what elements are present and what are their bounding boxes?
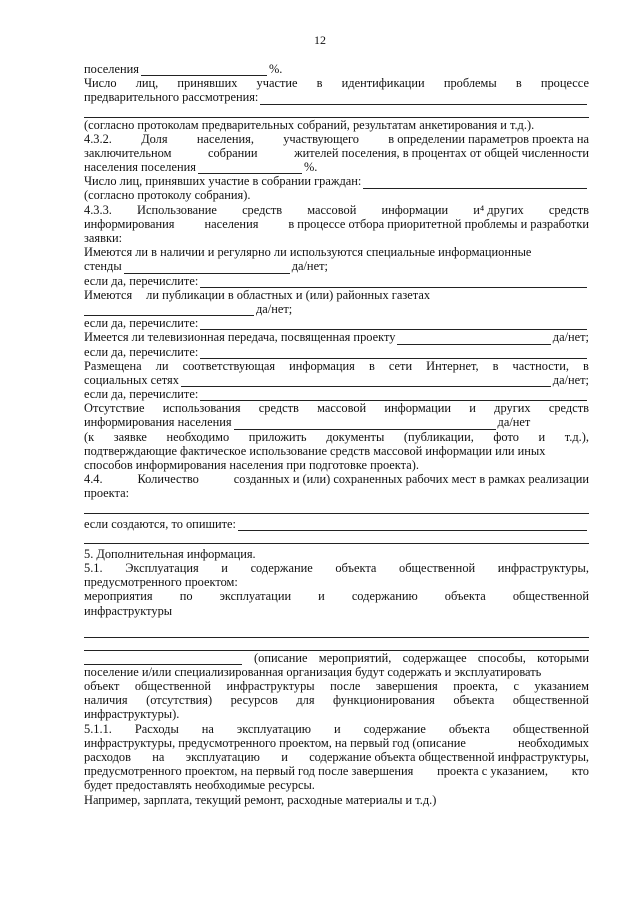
word: в [316, 76, 323, 91]
text: содержание объекта общественной инфраструктуры, [309, 750, 589, 765]
line-confirming [84, 444, 589, 458]
line-5-1 [84, 561, 589, 575]
text: Число лиц, принявших участие в собрании граждан: [84, 174, 362, 189]
word: Отсутствие [84, 401, 145, 416]
word: (описание [254, 650, 308, 665]
word: жителей поселения, в процентах от общей численности [294, 145, 589, 160]
line-publications-answer [84, 302, 589, 316]
word: участвующего [283, 131, 359, 146]
word: средств [242, 202, 283, 217]
text: да/нет; [552, 330, 589, 345]
word: Размещена [84, 358, 142, 373]
word: Количество [137, 472, 199, 487]
word: в [583, 358, 589, 373]
word: принявших [177, 76, 238, 91]
text: (согласно протоколу собрания). [84, 188, 251, 203]
text: стенды [84, 259, 122, 274]
word: приложить [248, 429, 307, 444]
word: Число [84, 76, 117, 91]
word: объекта [444, 589, 486, 604]
line-provide [84, 778, 589, 792]
line-absence [84, 401, 589, 415]
word: (к [84, 429, 95, 444]
text: проекта: [84, 486, 130, 501]
word: заявке [113, 429, 147, 444]
word: функционирования [333, 693, 435, 708]
line-list-internet [84, 387, 589, 401]
word: частности, [512, 358, 569, 373]
word: Эксплуатация [125, 560, 199, 575]
word: в [492, 358, 499, 373]
text: инфраструктуры [84, 603, 173, 618]
blank-field[interactable] [238, 519, 587, 531]
word: средств [258, 401, 299, 416]
blank-field[interactable] [124, 262, 290, 274]
word: в определении параметров проекта на [388, 131, 589, 146]
line-population-percent [84, 160, 589, 174]
line-activities [84, 589, 589, 603]
section-number: 4.3.3. [84, 202, 112, 217]
text: проекта с указанием, [437, 764, 548, 779]
line-example [84, 793, 589, 807]
line-informing-answer [84, 416, 589, 430]
line-publications [84, 288, 589, 302]
word: проекта, [453, 679, 498, 694]
word: необходимых [517, 735, 589, 750]
word: т.д.), [564, 429, 589, 444]
word: общественной [512, 589, 589, 604]
line-object [84, 679, 589, 693]
word: и⁴ других [473, 202, 524, 217]
text: населения поселения [84, 160, 196, 175]
word: сети [388, 358, 413, 373]
text: да/нет; [552, 372, 589, 387]
line-final-meeting [84, 146, 589, 160]
line-resources [84, 693, 589, 707]
line-4-4 [84, 472, 589, 486]
word: массовой [307, 202, 357, 217]
word: информация [289, 358, 355, 373]
word: инфраструктуры, [497, 560, 589, 575]
word: содержание [250, 560, 313, 575]
word: и [281, 750, 288, 765]
word: общественной [512, 721, 589, 736]
blank-line[interactable] [84, 638, 589, 651]
blank-field[interactable] [84, 653, 242, 665]
line-application [84, 231, 589, 245]
blank-line[interactable] [84, 531, 589, 544]
word: участие [256, 76, 298, 91]
word: идентификации [341, 76, 425, 91]
blank-field[interactable] [363, 177, 587, 189]
blank-field[interactable] [234, 418, 496, 430]
line-maintain [84, 665, 589, 679]
word: общественной [512, 693, 589, 708]
line-4-3-2 [84, 132, 589, 146]
word: Имеются [84, 287, 133, 302]
word: эксплуатации [219, 589, 292, 604]
word: после [330, 679, 361, 694]
line-5-1-1 [84, 722, 589, 736]
text: если да, перечислите: [84, 273, 199, 288]
text: да/нет [497, 415, 531, 430]
word: расходов [84, 750, 131, 765]
word: информации [381, 202, 449, 217]
word: и [221, 560, 228, 575]
text: Имеется ли телевизионная передача, посвященная проекту [84, 330, 396, 345]
line-list-tv [84, 345, 589, 359]
word: завершения [375, 679, 438, 694]
word: мероприятия [84, 589, 153, 604]
word: населения, [196, 131, 254, 146]
word: ли [155, 358, 169, 373]
line-describe [84, 517, 589, 531]
word: фото [493, 429, 519, 444]
line-4-3-3 [84, 203, 589, 217]
word: содержание [363, 721, 426, 736]
section-number: 4.4. [84, 472, 103, 487]
word: соответствующая [182, 358, 276, 373]
blank-line[interactable] [84, 625, 589, 638]
word: ресурсов [230, 693, 278, 708]
word: в [368, 358, 375, 373]
text: предусмотренного проектом: [84, 575, 238, 590]
line-meeting-protocol [84, 189, 589, 203]
word: общественной [134, 679, 211, 694]
text: социальных сетях [84, 372, 179, 387]
word: эксплуатацию [185, 750, 260, 765]
word: с [513, 679, 519, 694]
line-stands-question [84, 245, 589, 259]
blank-line[interactable] [84, 105, 589, 118]
text: если да, перечислите: [84, 316, 199, 331]
blank-field[interactable] [198, 162, 302, 174]
line-participants [84, 76, 589, 90]
word: в [515, 76, 522, 91]
text: предварительного рассмотрения: [84, 90, 259, 105]
text: (согласно протоколам предварительных собраний, результатам анкетирования и т.д.). [84, 117, 535, 132]
word: объекта [448, 721, 490, 736]
word: проблемы [443, 76, 497, 91]
word: заключительном [84, 145, 172, 160]
blank-field[interactable] [181, 375, 551, 387]
text: Например, зарплата, текущий ремонт, расходные материалы и т.д.) [84, 792, 437, 807]
text: %. [268, 61, 283, 76]
word: по [179, 589, 193, 604]
word: информирования [84, 216, 175, 231]
word: указанием [534, 679, 589, 694]
word: содержащее [402, 650, 467, 665]
word: средств [548, 202, 589, 217]
section-title: 5. Дополнительная информация. [84, 546, 256, 561]
word: на [152, 750, 165, 765]
line-section-5 [84, 547, 589, 561]
line-first-year [84, 736, 589, 750]
text: предусмотренного проектом, на первый год после завершения [84, 764, 414, 779]
blank-field[interactable] [141, 64, 267, 76]
word: информации [384, 401, 452, 416]
line-protocols [84, 118, 589, 132]
text: %. [303, 160, 318, 175]
word: и [469, 401, 476, 416]
word: средств [548, 401, 589, 416]
page-number: 12 [314, 33, 326, 47]
line-after-completion [84, 764, 589, 778]
line-stands [84, 259, 589, 273]
text: созданных и (или) сохраненных рабочих мест в рамках реализации [233, 472, 589, 487]
word: способы, [477, 650, 526, 665]
line-list-stands [84, 274, 589, 288]
line-settlement-percent [84, 62, 589, 76]
word: Расходы [134, 721, 179, 736]
text: заявки: [84, 231, 123, 246]
word: Доля [141, 131, 168, 146]
word: Использование [137, 202, 217, 217]
word: собрании [207, 145, 258, 160]
line-meeting-count [84, 174, 589, 188]
blank-line[interactable] [84, 501, 589, 514]
line-informing [84, 217, 589, 231]
text: информирования населения [84, 415, 232, 430]
line-infra-end [84, 708, 589, 722]
word: для [296, 693, 315, 708]
text: если создаются, то опишите: [84, 516, 236, 531]
word: на [201, 721, 214, 736]
word: объект [84, 679, 120, 694]
blank-field[interactable] [200, 318, 587, 330]
word: (публикации, [403, 429, 474, 444]
word: использования [162, 401, 241, 416]
text: если да, перечислите: [84, 387, 199, 402]
word: наличия [84, 693, 128, 708]
word: кто [571, 764, 589, 779]
blank-field[interactable] [84, 304, 254, 316]
word: лиц, [135, 76, 159, 91]
word: других [494, 401, 531, 416]
section-number: 5.1.1. [84, 721, 112, 736]
line-attach [84, 430, 589, 444]
form-body [84, 62, 589, 807]
text: инфраструктуры, предусмотренного проектом, на первый год (описание [84, 735, 466, 750]
line-project [84, 486, 589, 500]
line-social [84, 373, 589, 387]
word: Интернет, [426, 358, 479, 373]
word: массовой [317, 401, 367, 416]
blank-field[interactable] [200, 389, 587, 401]
text: да/нет; [291, 259, 328, 274]
word: документы [326, 429, 385, 444]
word: необходимо [166, 429, 230, 444]
line-preliminary [84, 90, 589, 104]
blank-field[interactable] [200, 347, 587, 359]
section-number: 4.3.2. [84, 131, 112, 146]
text: инфраструктуры). [84, 707, 180, 722]
text: подтверждающие фактическое использование средств массовой информации или иных [84, 443, 546, 458]
text: поселения [84, 61, 139, 76]
word: содержанию [351, 589, 418, 604]
word: объекта [453, 693, 495, 708]
text: ли публикации в областных и (или) районных газетах [146, 287, 431, 302]
blank-field[interactable] [397, 333, 550, 345]
line-list-publications [84, 316, 589, 330]
line-description [84, 651, 589, 665]
word: мероприятий, [318, 650, 392, 665]
blank-field[interactable] [200, 276, 587, 288]
line-methods [84, 458, 589, 472]
text: Имеются ли в наличии и регулярно ли используются специальные информационные [84, 245, 532, 260]
word: общественной [399, 560, 476, 575]
section-number: 5.1. [84, 560, 103, 575]
word: эксплуатацию [236, 721, 312, 736]
text: будет предоставлять необходимые ресурсы. [84, 778, 315, 793]
word: в процессе отбора приоритетной проблемы и разработки [288, 216, 589, 231]
text: поселение и/или специализированная организация будут содержать и эксплуатировать [84, 664, 542, 679]
text: если да, перечислите: [84, 344, 199, 359]
text: да/нет; [256, 301, 293, 316]
line-expenses [84, 750, 589, 764]
word: инфраструктуры [226, 679, 315, 694]
word: (отсутствия) [146, 693, 213, 708]
line-internet [84, 359, 589, 373]
word: и [318, 589, 325, 604]
line-infrastructure [84, 604, 589, 618]
text: способов информирования населения при подготовке проекта). [84, 458, 419, 473]
word: и [334, 721, 341, 736]
word: объекта [335, 560, 377, 575]
word: процессе [540, 76, 589, 91]
line-tv [84, 330, 589, 344]
word: и [538, 429, 546, 444]
line-provided [84, 575, 589, 589]
word: которыми [537, 650, 589, 665]
word: населения [204, 216, 259, 231]
blank-field[interactable] [260, 93, 587, 105]
